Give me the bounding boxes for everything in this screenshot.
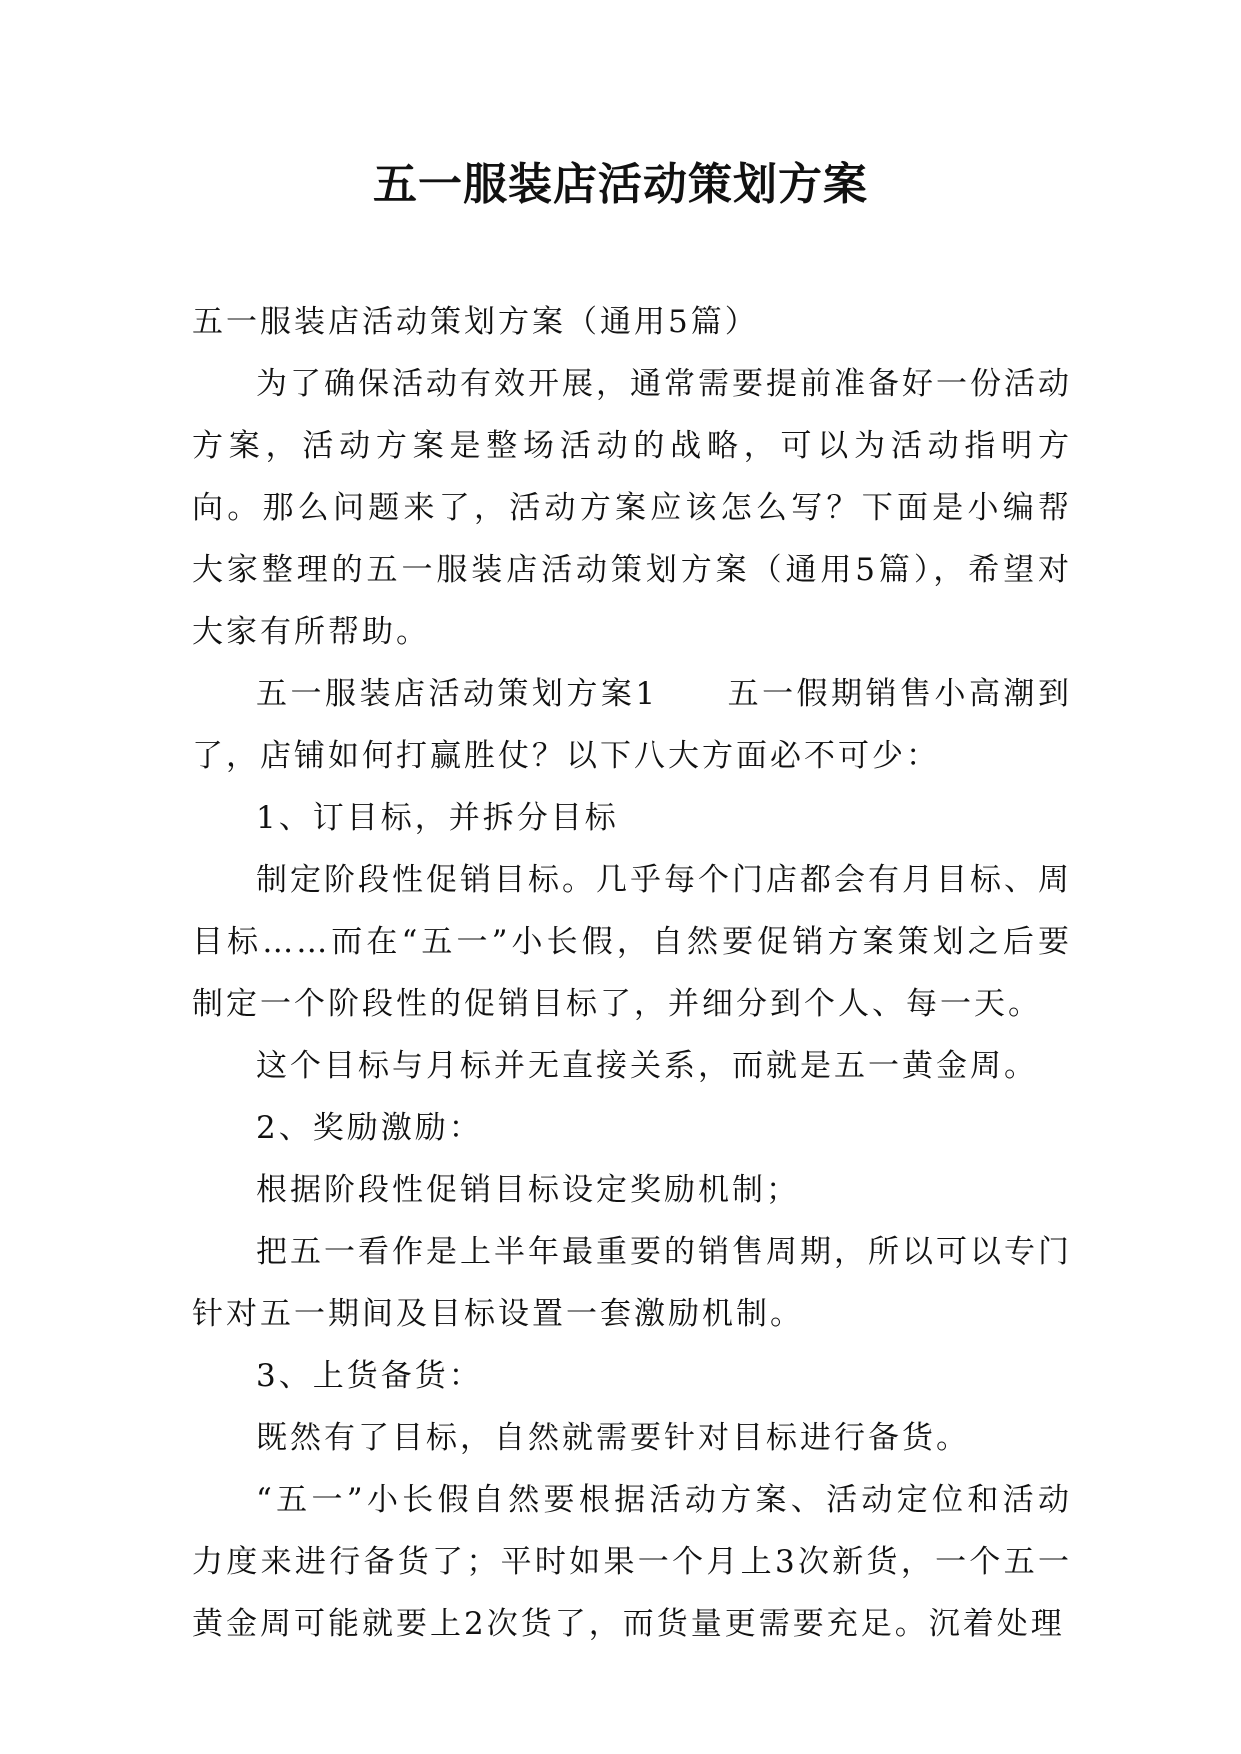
document-body xyxy=(192,291,1072,1655)
paragraph: 把五一看作是上半年最重要的销售周期，所以可以专门针对五一期间及目标设置一套激励机制。 xyxy=(192,1234,1072,1332)
paragraph: 1、订目标，并拆分目标 xyxy=(256,800,619,836)
paragraph: 制定阶段性促销目标。几乎每个门店都会有月目标、周目标……而在“五一”小长假，自然要促销方案策划之后要制定一个阶段性的促销目标了，并细分到个人、每一天。 xyxy=(192,862,1072,1022)
paragraph: 3、上货备货： xyxy=(256,1358,483,1394)
page-title: 五一服装店活动策划方案 xyxy=(373,159,868,210)
paragraph: 为了确保活动有效开展，通常需要提前准备好一份活动方案，活动方案是整场活动的战略，可以为活动指明方向。那么问题来了，活动方案应该怎么写？下面是小编帮大家整理的五一服装店活动策划方案（通用5篇），希望对大家有所帮助。 xyxy=(192,366,1072,650)
paragraph: 五一服装店活动策划方案1 五一假期销售小高潮到了，店铺如何打赢胜仗？以下八大方面必不可少： xyxy=(192,676,1072,774)
paragraph: 五一服装店活动策划方案（通用5篇） xyxy=(192,304,759,340)
paragraph: 2、奖励激励： xyxy=(256,1110,483,1146)
paragraph: 既然有了目标，自然就需要针对目标进行备货。 xyxy=(256,1420,970,1456)
paragraph: 根据阶段性促销目标设定奖励机制； xyxy=(256,1172,800,1208)
paragraph: 这个目标与月标并无直接关系，而就是五一黄金周。 xyxy=(256,1048,1038,1084)
paragraph: “五一”小长假自然要根据活动方案、活动定位和活动力度来进行备货了；平时如果一个月上3次新货，一个五一黄金周可能就要上2次货了，而货量更需要充足。沉着处理 xyxy=(192,1482,1072,1642)
